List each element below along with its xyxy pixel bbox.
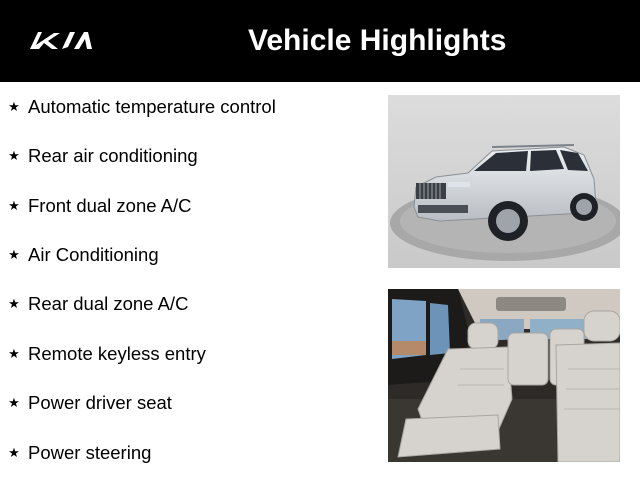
header-bar (0, 0, 640, 82)
feature-item (6, 143, 198, 169)
feature-label: Rear air conditioning (28, 145, 198, 166)
interior-photo (388, 289, 620, 462)
feature-label: Power steering (28, 442, 152, 463)
feature-label: Automatic temperature control (28, 96, 276, 117)
star-icon: ★ (8, 99, 20, 115)
star-icon: ★ (8, 296, 20, 312)
star-icon: ★ (8, 395, 20, 411)
feature-label: Remote keyless entry (28, 343, 206, 364)
feature-item (6, 291, 188, 317)
star-icon: ★ (8, 346, 20, 362)
feature-label: Air Conditioning (28, 244, 159, 265)
feature-item (6, 193, 192, 219)
feature-item (6, 440, 151, 466)
suv-exterior-image (388, 95, 620, 268)
star-icon: ★ (8, 445, 20, 461)
kia-logo (28, 29, 92, 51)
feature-item (6, 242, 159, 268)
feature-item (6, 341, 206, 367)
exterior-photo (388, 95, 620, 268)
star-icon: ★ (8, 148, 20, 164)
feature-label: Front dual zone A/C (28, 195, 192, 216)
star-icon: ★ (8, 198, 20, 214)
feature-item (6, 390, 172, 416)
page-title: Vehicle Highlights (248, 24, 507, 57)
feature-label: Power driver seat (28, 392, 172, 413)
feature-item (6, 94, 276, 120)
star-icon: ★ (8, 247, 20, 263)
suv-interior-image (388, 289, 620, 462)
feature-label: Rear dual zone A/C (28, 293, 189, 314)
